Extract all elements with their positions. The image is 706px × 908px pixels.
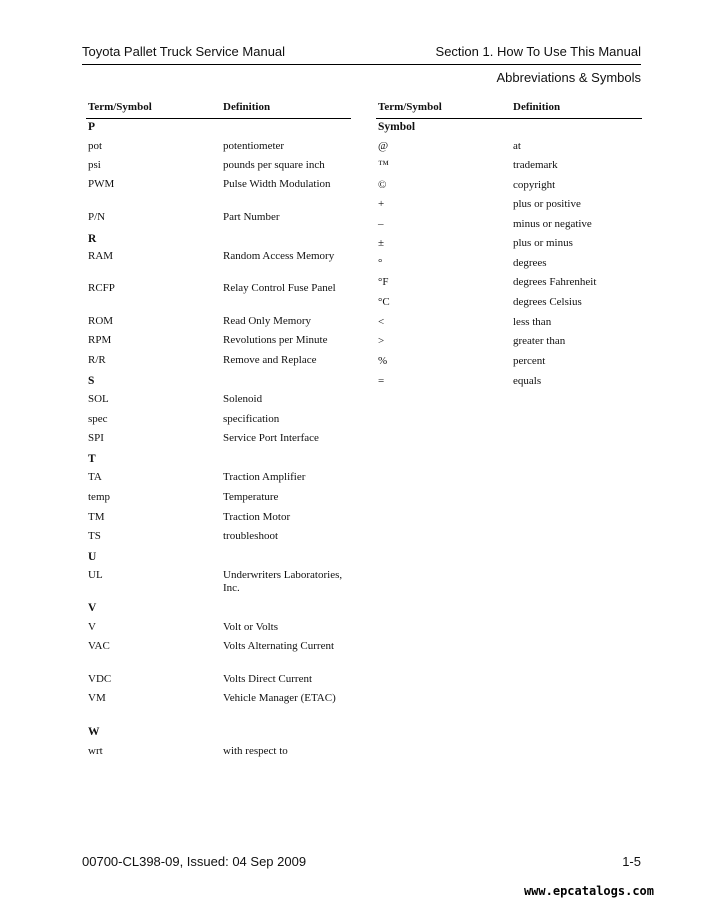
entry-term: ° — [378, 257, 383, 269]
entry-definition: potentiometer — [223, 140, 285, 152]
entry-term: pot — [88, 140, 103, 152]
entry-definition: Volts Direct Current — [223, 673, 313, 685]
entry-term: SOL — [88, 393, 109, 405]
watermark: www.epcatalogs.com — [523, 884, 654, 898]
section-letter: S — [88, 375, 95, 387]
section-letter: P — [88, 121, 96, 133]
entry-definition: pounds per square inch — [223, 159, 325, 171]
entry-term: > — [378, 335, 385, 347]
entry-term: ROM — [88, 315, 114, 327]
entry-definition: troubleshoot — [223, 530, 278, 542]
entry-definition: Traction Motor — [223, 511, 291, 523]
entry-definition: Pulse Width Modulation — [223, 178, 331, 190]
entry-term: – — [378, 218, 384, 230]
entry-term: RPM — [88, 334, 112, 346]
entry-definition: Read Only Memory — [223, 315, 311, 327]
manual-title: Toyota Pallet Truck Service Manual — [82, 44, 286, 59]
entry-definition: Remove and Replace — [223, 354, 317, 366]
page-number: 1-5 — [622, 854, 641, 869]
entry-definition: degrees — [513, 257, 547, 269]
entry-definition: percent — [513, 355, 546, 367]
entry-definition: Part Number — [223, 211, 280, 223]
left-column-header — [86, 101, 351, 119]
document-number: 00700-CL398-09, Issued: 04 Sep 2009 — [82, 854, 307, 869]
entry-definition: Random Access Memory — [223, 250, 335, 262]
entry-definition: trademark — [513, 159, 558, 171]
entry-definition: Traction Amplifier — [223, 471, 306, 483]
entry-definition: specification — [223, 413, 280, 425]
term-heading: Term/Symbol — [378, 101, 442, 113]
right-column — [376, 101, 642, 387]
entry-term: °C — [378, 296, 390, 308]
section-letter: V — [88, 602, 97, 614]
entry-term: VAC — [88, 640, 110, 652]
term-heading: Term/Symbol — [88, 101, 152, 113]
entry-term: < — [378, 316, 385, 328]
entry-definition: Revolutions per Minute — [223, 334, 328, 346]
entry-term: = — [378, 375, 385, 387]
section-letter: R — [88, 233, 97, 245]
entry-term: temp — [88, 491, 110, 503]
entry-term: % — [378, 355, 388, 367]
entry-definition: Volt or Volts — [223, 621, 279, 633]
entry-definition: with respect to — [223, 745, 288, 757]
entry-definition: Volts Alternating Current — [223, 640, 335, 652]
entry-term: °F — [378, 276, 389, 288]
entry-term: P/N — [88, 211, 106, 223]
entry-term: RAM — [88, 250, 114, 262]
definition-heading: Definition — [513, 101, 561, 113]
header-rule — [82, 64, 641, 65]
entry-term: TM — [88, 511, 105, 523]
entry-definition: Underwriters Laboratories, Inc. — [223, 569, 343, 594]
entry-term: TA — [88, 471, 102, 483]
right-column-header — [376, 101, 642, 119]
entry-definition: degrees Fahrenheit — [513, 276, 597, 288]
entry-term: + — [378, 198, 385, 210]
entry-term: © — [378, 179, 387, 191]
entry-term: ± — [378, 237, 385, 249]
section-letter: T — [88, 453, 96, 465]
entry-term: UL — [88, 569, 103, 581]
entry-definition: Solenoid — [223, 393, 263, 405]
definition-heading: Definition — [223, 101, 271, 113]
entry-term: VM — [88, 692, 106, 704]
page-subtitle: Abbreviations & Symbols — [496, 70, 641, 85]
entry-term: TS — [88, 530, 101, 542]
entry-term: spec — [88, 413, 108, 425]
entry-term: VDC — [88, 673, 112, 685]
entry-definition: Service Port Interface — [223, 432, 319, 444]
section-letter: W — [88, 726, 100, 738]
entry-definition: Relay Control Fuse Panel — [223, 282, 336, 294]
entry-definition: copyright — [513, 179, 556, 191]
section-letter: U — [88, 551, 97, 563]
entry-definition: at — [513, 140, 521, 152]
entry-term: R/R — [88, 354, 106, 366]
entry-term: RCFP — [88, 282, 115, 294]
entry-definition: degrees Celsius — [513, 296, 582, 308]
section-letter: Symbol — [378, 121, 416, 133]
left-column — [86, 101, 351, 757]
entry-term: @ — [378, 140, 389, 152]
entry-term: wrt — [88, 745, 103, 757]
entry-definition: plus or positive — [513, 198, 581, 210]
entry-term: V — [88, 621, 96, 633]
entry-definition: less than — [513, 316, 552, 328]
entry-definition: plus or minus — [513, 237, 573, 249]
entry-term: psi — [88, 159, 101, 171]
entry-definition: greater than — [513, 335, 566, 347]
entry-term: PWM — [88, 178, 115, 190]
entry-definition: minus or negative — [513, 218, 592, 230]
entry-definition: Temperature — [223, 491, 279, 503]
entry-term: ™ — [378, 159, 389, 171]
entry-definition: equals — [513, 375, 542, 387]
entry-definition: Vehicle Manager (ETAC) — [223, 692, 336, 704]
section-title: Section 1. How To Use This Manual — [435, 44, 641, 59]
entry-term: SPI — [88, 432, 104, 444]
